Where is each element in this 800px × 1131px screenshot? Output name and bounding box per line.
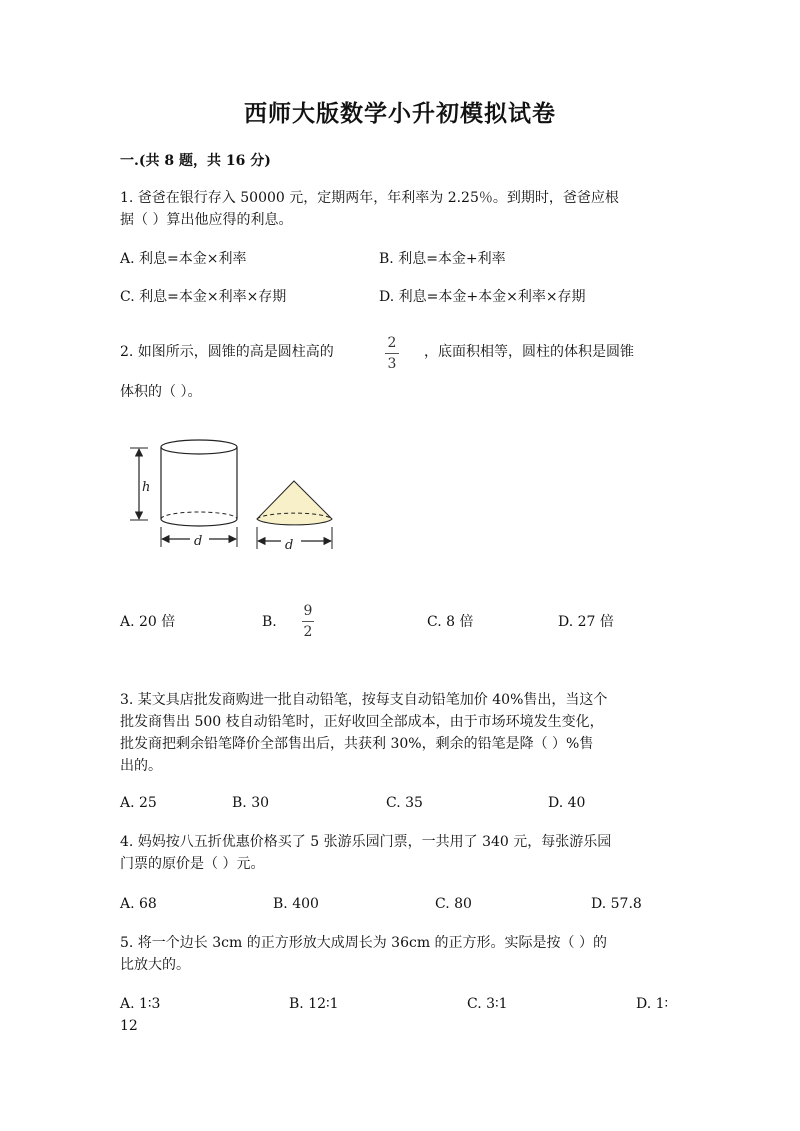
q2-fraction-numerator: 2 [387,335,397,351]
q2-option-b-numerator: 9 [303,603,313,619]
q4-option-a: A. 68 [120,896,157,912]
q4-option-d: D. 57.8 [591,896,642,912]
q2-line-2: 体积的（ ）。 [120,384,202,400]
q2-line-1b: ，底面积相等，圆柱的体积是圆锥 [424,344,634,360]
q3-option-b: B. 30 [232,795,270,811]
q2-option-b-fraction [302,603,314,640]
page-title: 西师大版数学小升初模拟试卷 [244,100,556,127]
q3-line-2: 批发商售出 500 枝自动铅笔时，正好收回全部成本，由于市场环境发生变化， [120,714,604,730]
q5-option-a: A. 1∶3 [120,996,161,1012]
q1-option-a: A. 利息=本金×利率 [120,251,247,267]
fraction-bar [385,353,399,354]
q1-line-2: 据（ ）算出他应得的利息。 [120,212,293,228]
q5-line-2: 比放大的。 [120,957,190,973]
cone-shape [257,481,332,525]
cylinder-diameter-label: d [194,534,203,549]
cylinder-shape [161,440,237,526]
cylinder-cone-figure [125,433,345,558]
q3-line-4: 出的。 [120,758,162,774]
q4-line-1: 4. 妈妈按八五折优惠价格买了 5 张游乐园门票，一共用了 340 元，每张游乐园 [120,834,612,850]
cone-diameter-label: d [285,538,294,553]
q3-option-d: D. 40 [548,795,586,811]
q5-line-1: 5. 将一个边长 3cm 的正方形放大成周长为 36cm 的正方形。实际是按（ ）的 [120,935,608,951]
q2-fraction [385,335,399,372]
fraction-bar [302,621,314,622]
q1-option-b: B. 利息=本金+利率 [379,251,506,267]
q2-option-b-denominator: 2 [303,624,313,640]
section-heading: 一.(共 8 题，共 16 分) [120,153,271,169]
q3-line-3: 批发商把剩余铅笔降价全部售出后，共获利 30%，剩余的铅笔是降（ ）%售 [120,736,594,752]
q1-option-d: D. 利息=本金+本金×利率×存期 [379,289,586,305]
q2-option-c: C. 8 倍 [427,614,474,630]
q1-line-1: 1. 爸爸在银行存入 50000 元，定期两年，年利率为 2.25％。到期时，爸爸应根 [120,190,619,206]
q2-option-d: D. 27 倍 [558,614,614,630]
q2-option-a: A. 20 倍 [120,614,176,630]
q4-line-2: 门票的原价是（ ）元。 [120,856,265,872]
q2-fraction-denominator: 3 [387,356,397,372]
q3-line-1: 3. 某文具店批发商购进一批自动铅笔，按每支自动铅笔加价 40%售出，当这个 [120,692,608,708]
q4-option-c: C. 80 [435,896,472,912]
q5-option-d: D. 1∶ [636,996,669,1012]
q5-option-c: C. 3∶1 [467,996,508,1012]
height-label: h [142,480,151,495]
q2-line-1a: 2. 如图所示，圆锥的高是圆柱高的 [120,344,334,360]
q3-option-c: C. 35 [386,795,423,811]
q3-option-a: A. 25 [120,795,157,811]
q2-option-b-prefix: B. [262,614,277,630]
cone-diameter-arrow [257,527,332,549]
q5-option-b: B. 12∶1 [289,996,339,1012]
q5-option-d-continued: 12 [120,1018,138,1034]
q4-option-b: B. 400 [273,896,319,912]
q1-option-c: C. 利息=本金×利率×存期 [120,289,287,305]
